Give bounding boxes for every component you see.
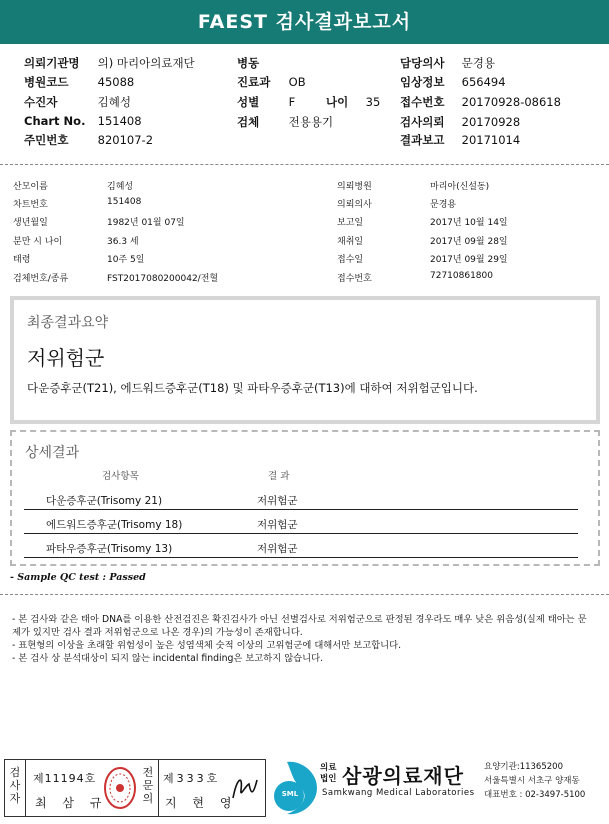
tester-label: 검사자 — [9, 766, 21, 805]
org-name: 삼광의료재단 — [342, 764, 464, 788]
info-label: 보고일 — [337, 218, 364, 228]
info-value: 마리아(신설동) — [430, 182, 490, 192]
header-chart-no: Chart No. 151408 — [24, 114, 142, 128]
header-report-date: 결과보고 20171014 — [400, 133, 521, 147]
org-code: 요양기관:11365200 — [484, 762, 563, 772]
report-title: FAEST 검사결과보고서 — [0, 0, 609, 44]
info-value: 72710861800 — [430, 271, 493, 281]
org-prefix-line1: 의료 — [320, 763, 337, 773]
org-name-en: Samkwang Medical Laboratories — [322, 788, 475, 798]
header-doctor: 담당의사 문경용 — [400, 56, 495, 70]
info-value: 151408 — [107, 197, 142, 207]
details-box — [10, 430, 600, 566]
header-resident-no: 주민번호 820107-2 — [24, 133, 154, 147]
org-prefix — [320, 763, 336, 785]
qc-divider — [0, 594, 609, 595]
org-address: 서울특별시 서초구 양재동 — [484, 776, 580, 786]
info-label: 의뢰병원 — [337, 182, 372, 192]
org-phone: 대표번호 : 02-3497-5100 — [484, 790, 586, 800]
summary-title: 최종결과요약 — [27, 315, 109, 331]
info-value: 36.3 세 — [107, 237, 139, 247]
details-col-item: 검사항목 — [102, 471, 139, 482]
header-hospital-code: 병원코드 45088 — [24, 75, 135, 89]
info-label: 산모이름 — [13, 182, 48, 192]
sml-logo-icon — [273, 760, 319, 816]
header-request-date: 검사의뢰 20170928 — [400, 115, 521, 129]
info-value: 김혜성 — [107, 182, 134, 192]
box-divider — [158, 760, 159, 816]
specialist-number: 제333호 — [163, 772, 221, 785]
info-label: 차트번호 — [13, 200, 48, 210]
info-value: 2017년 09월 28일 — [430, 237, 508, 247]
info-value: 문경용 — [430, 200, 457, 210]
seal-icon — [103, 766, 137, 810]
sample-qc: - Sample QC test : Passed — [10, 572, 146, 583]
row-result: 저위험군 — [257, 519, 298, 531]
org-logo — [273, 760, 319, 816]
specialist-name: 지 현 영 — [165, 796, 238, 810]
table-row — [24, 511, 578, 534]
info-value: 2017년 10월 14일 — [430, 218, 508, 228]
info-label: 생년월일 — [13, 218, 48, 228]
table-row — [24, 535, 578, 558]
notes — [12, 613, 594, 665]
header-receipt-no: 접수번호 20170928-08618 — [400, 95, 561, 109]
summary-description: 다운증후군(T21), 에드워드증후군(T18) 및 파타우증후군(T13)에 대하여 저위험군입니다. — [27, 381, 478, 395]
org-prefix-line2: 법인 — [320, 774, 337, 784]
logo-badge: SML — [281, 790, 299, 798]
row-result: 저위험군 — [257, 543, 298, 555]
table-row — [24, 487, 578, 510]
info-value: 2017년 09월 29일 — [430, 255, 508, 265]
info-label: 의뢰의사 — [337, 200, 372, 210]
header-department: 진료과 OB — [237, 75, 306, 89]
info-label: 분만 시 나이 — [13, 237, 63, 247]
note-item: - 표현형의 이상을 초래할 위험성이 높은 성염색체 숫적 이상의 고위험군에 대해서만 보고합니다. — [12, 640, 402, 651]
info-label: 접수번호 — [337, 274, 372, 284]
signature-icon — [227, 768, 263, 808]
header-ward: 병동 — [237, 56, 260, 70]
signature-box — [4, 759, 266, 817]
summary-result: 저위험군 — [27, 346, 105, 370]
header-org: 의뢰기관명 의) 마리아의료재단 — [24, 56, 195, 70]
tester-number: 제11194호 — [33, 772, 97, 785]
row-result: 저위험군 — [257, 495, 298, 507]
info-label: 태령 — [13, 255, 31, 265]
specialist-label: 전문의 — [142, 766, 154, 805]
info-value: 10주 5일 — [107, 255, 145, 265]
header-sex: 성별 F — [237, 95, 296, 109]
header-divider — [0, 164, 609, 165]
summary-box — [10, 296, 600, 424]
header-clinical-info: 임상정보 656494 — [400, 75, 506, 89]
row-item: 다운증후군(Trisomy 21) — [46, 495, 163, 507]
tester-name: 최 삼 규 — [35, 796, 108, 810]
box-divider — [25, 760, 26, 816]
details-title: 상세결과 — [25, 445, 80, 461]
info-label: 검체번호/종류 — [13, 274, 69, 284]
info-label: 접수일 — [337, 255, 364, 265]
header-patient: 수진자 김혜성 — [24, 95, 131, 109]
row-item: 파타우증후군(Trisomy 13) — [46, 543, 173, 555]
header-age: 나이 35 — [326, 95, 381, 109]
note-item: - 본 검사와 같은 태아 DNA를 이용한 산전검진은 확진검사가 아닌 선별검사로 저위험군으로 판정된 경우라도 매우 낮은 위음성(실제 태아는 문제가 있지만 검사 결과 저위험군으로 나온 경우)의 가능성이 존재합니다. — [12, 614, 587, 638]
info-label: 채취일 — [337, 237, 364, 247]
row-item: 에드워드증후군(Trisomy 18) — [46, 519, 183, 531]
info-value: 1982년 01월 07일 — [107, 218, 185, 228]
details-col-result: 결 과 — [268, 471, 290, 482]
header-specimen: 검체 전용용기 — [237, 115, 334, 129]
note-item: - 본 검사 상 분석대상이 되지 않는 incidental finding은 보고하지 않습니다. — [12, 653, 324, 664]
footer — [0, 756, 609, 824]
info-value: FST2017080200042/전혈 — [107, 274, 219, 284]
